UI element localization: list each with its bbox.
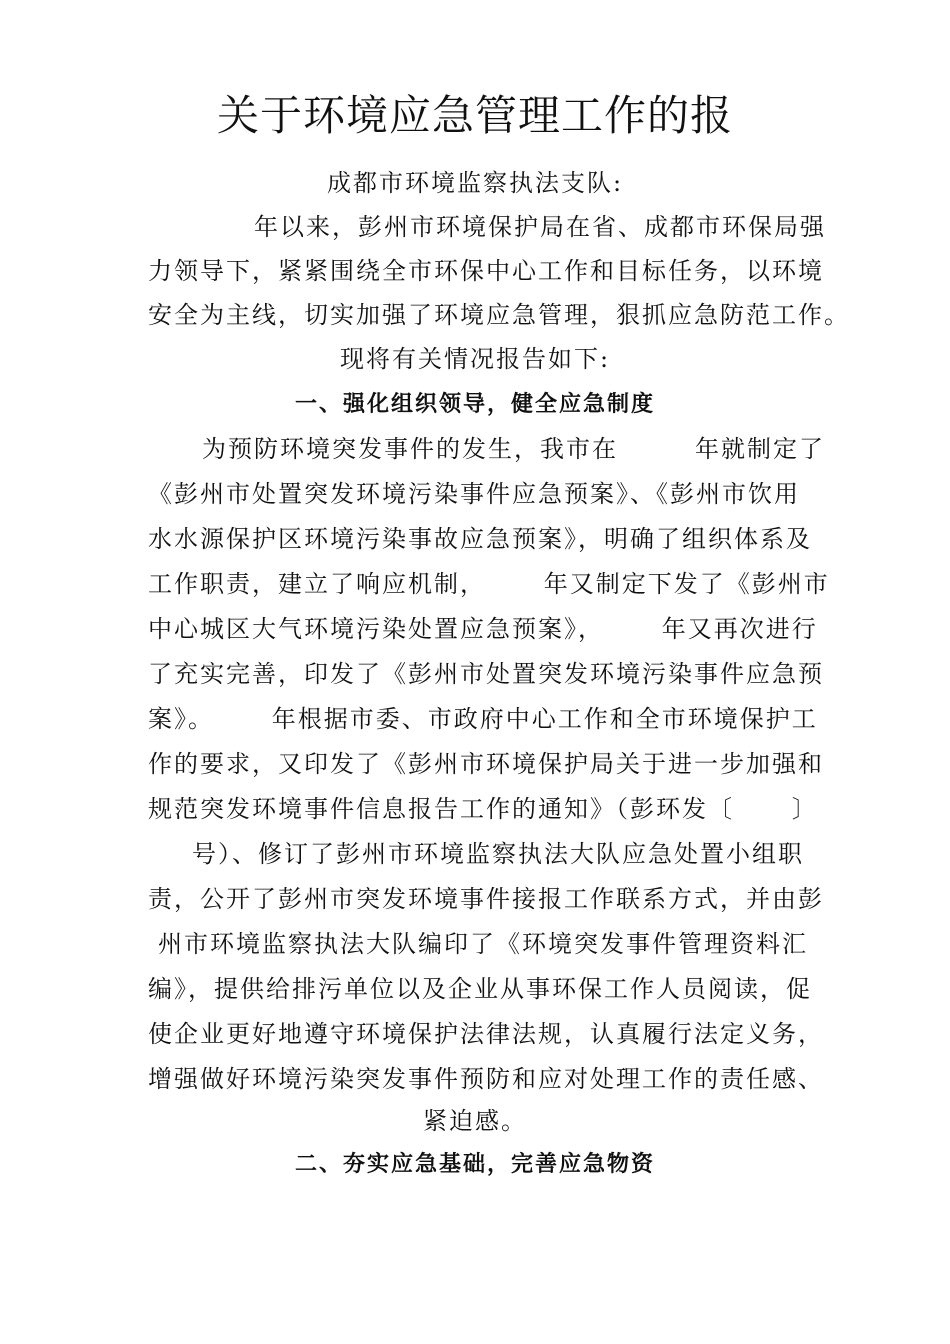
section-1-line-12: 州市环境监察执法大队编印了《环境突发事件管理资料汇: [158, 930, 808, 958]
section-1-line-15: 增强做好环境污染突发事件预防和应对处理工作的责任感、: [148, 1065, 824, 1093]
section-1-line-11: 责，公开了彭州市突发环境事件接报工作联系方式，并由彭: [148, 885, 824, 913]
section-1-line-16: 紧迫感。: [423, 1107, 527, 1135]
section-1-line-5: 中心城区大气环境污染处置应急预案》， 年又再次进行: [148, 615, 818, 643]
intro-line-2: 力领导下，紧紧围绕全市环保中心工作和目标任务，以环境: [148, 257, 824, 285]
section-1-line-10: 号）、修订了彭州市环境监察执法大队应急处置小组职: [192, 840, 804, 868]
intro-line-3: 安全为主线，切实加强了环境应急管理，狠抓应急防范工作。: [148, 301, 850, 329]
section-1-line-2: 《彭州市处置突发环境污染事件应急预案》、《彭州市饮用: [148, 480, 800, 508]
intro-line-1: 年以来，彭州市环境保护局在省、成都市环保局强: [254, 213, 826, 241]
addressee: 成都市环境监察执法支队:: [326, 169, 624, 197]
section-1-heading: 一、强化组织领导，健全应急制度: [294, 392, 655, 417]
intro-line-4: 现将有关情况报告如下:: [339, 345, 611, 373]
section-1-line-9: 规范突发环境事件信息报告工作的通知》（彭环发〔 〕: [148, 795, 818, 823]
section-1-line-6: 了充实完善，印发了《彭州市处置突发环境污染事件应急预: [148, 660, 824, 688]
section-1-line-4: 工作职责，建立了响应机制， 年又制定下发了《彭州市: [148, 570, 830, 598]
section-2-heading: 二、夯实应急基础，完善应急物资: [294, 1152, 655, 1177]
section-1-line-8: 作的要求，又印发了《彭州市环境保护局关于进一步加强和: [148, 750, 824, 778]
section-1-line-7: 案》。 年根据市委、市政府中心工作和全市环境保护工: [148, 705, 818, 733]
section-1-line-14: 使企业更好地遵守环境保护法律法规，认真履行法定义务，: [148, 1020, 824, 1048]
section-1-line-3: 水水源保护区环境污染事故应急预案》，明确了组织体系及: [148, 525, 812, 553]
section-1-line-13: 编》，提供给排污单位以及企业从事环保工作人员阅读，促: [148, 975, 812, 1003]
section-1-line-1: 为预防环境突发事件的发生，我市在 年就制定了: [202, 435, 826, 463]
document-title: 关于环境应急管理工作的报: [216, 91, 733, 140]
